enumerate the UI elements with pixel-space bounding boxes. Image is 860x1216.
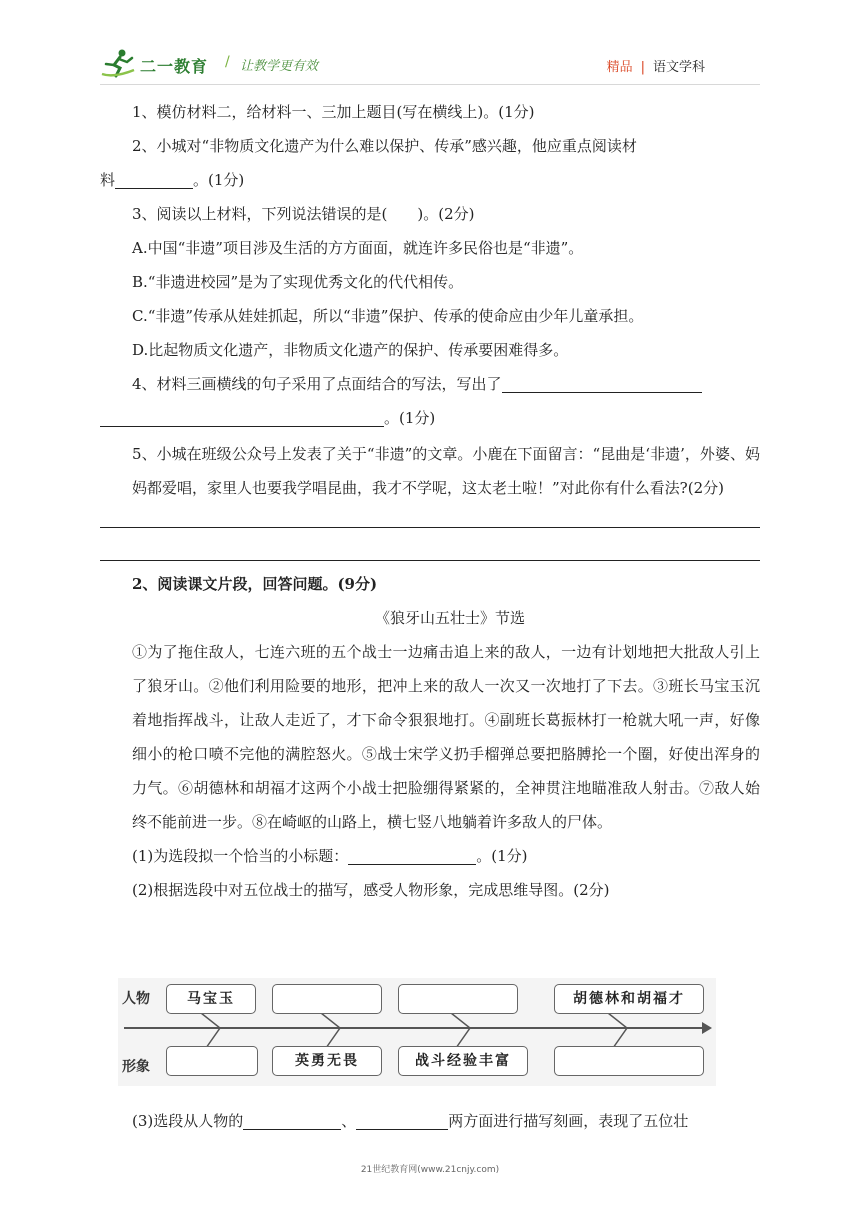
option-b: B.“非遗进校园”是为了实现优秀文化的代代相传。 <box>132 273 464 291</box>
trait-box-4[interactable] <box>554 1046 704 1076</box>
page-header <box>100 44 760 84</box>
document-body <box>100 95 760 907</box>
option-c: C.“非遗”传承从娃娃抓起，所以“非遗”保护、传承的使命应由少年儿童承担。 <box>132 307 644 325</box>
sub-question-1-text: (1)为选段拟一个恰当的小标题： <box>132 847 349 865</box>
runner-logo-icon <box>100 48 136 78</box>
sub-question-2: (2)根据选段中对五位战士的描写，感受人物形象，完成思维导图。(2分) <box>132 881 610 899</box>
sub-question-1-suffix: 。(1分) <box>476 847 528 865</box>
question-2-suffix: 。(1分) <box>193 171 245 189</box>
person-box-4: 胡德林和胡福才 <box>554 984 704 1014</box>
row-label-traits: 形象 <box>122 1059 150 1075</box>
logo-text: 二一教育 <box>140 57 209 76</box>
trait-box-1[interactable] <box>166 1046 258 1076</box>
question-1: 1、模仿材料二，给材料一、三加上题目(写在横线上)。(1分) <box>132 103 535 121</box>
sub-question-3-suffix: 两方面进行描写刻画，表现了五位壮 <box>448 1112 689 1130</box>
question-4-suffix: 。(1分) <box>384 409 436 427</box>
person-box-2[interactable] <box>272 984 382 1014</box>
answer-blank[interactable] <box>502 374 702 393</box>
question-2-prefix: 料 <box>100 171 116 189</box>
page-footer: 21世纪教育网(www.21cnjy.com) <box>360 1165 500 1175</box>
sub-question-1 <box>100 839 760 873</box>
option-d: D.比起物质文化遗产，非物质文化遗产的保护、传承要困难得多。 <box>132 341 569 359</box>
passage-title: 《狼牙山五壮士》节选 <box>374 609 525 627</box>
header-slash: / <box>225 54 230 70</box>
trait-box-2: 英勇无畏 <box>272 1046 382 1076</box>
quality-tag: 精品 <box>606 60 633 75</box>
question-2-line1: 2、小城对“非物质文化遗产为什么难以保护、传承”感兴趣，他应重点阅读材 <box>132 137 637 155</box>
header-separator: | <box>640 60 645 75</box>
question-3: 3、阅读以上材料，下列说法错误的是( )。(2分) <box>132 205 475 223</box>
passage-text: ①为了拖住敌人，七连六班的五个战士一边痛击追上来的敌人，一边有计划地把大批敌人引上了狼牙山。②他们利用险要的地形，把冲上来的敌人一次又一次地打了下去。③班长马宝玉沉着地指挥战斗，让敌人走近了，才下命令狠狠地打。④副班长葛振林打一枪就大吼一声，好像细小的枪口喷不完他的满腔怒火。⑤战士宋学义扔手榴弹总要把胳膊抡一个圈，好使出浑身的力气。⑥胡德林和胡福才这两个小战士把脸绷得紧紧的，全神贯注地瞄准敌人射击。⑦敌人始终不能前进一步。⑧在崎岖的山路上，横七竖八地躺着许多敌人的尸体。 <box>132 643 760 831</box>
question-4-text: 4、材料三画横线的句子采用了点面结合的写法，写出了 <box>132 375 502 393</box>
question-2-line2 <box>100 163 760 197</box>
person-box-3[interactable] <box>398 984 518 1014</box>
sub-question-3-text: (3)选段从人物的 <box>132 1112 244 1130</box>
person-box-1: 马宝玉 <box>166 984 256 1014</box>
mind-map-diagram <box>118 978 716 1086</box>
answer-blank[interactable] <box>100 408 384 427</box>
header-slogan: 让教学更有效 <box>240 59 319 74</box>
row-label-people: 人物 <box>122 991 150 1007</box>
question-5: 5、小城在班级公众号上发表了关于“非遗”的文章。小鹿在下面留言：“昆曲是‘非遗’，外婆、妈妈都爱唱，家里人也要我学唱昆曲，我才不学呢，这太老土啦！”对此你有什么看法?(2分) <box>132 445 760 497</box>
answer-blank[interactable] <box>115 170 193 189</box>
sub-question-3-mid: 、 <box>341 1112 357 1130</box>
option-a: A.中国“非遗”项目涉及生活的方方面面，就连许多民俗也是“非遗”。 <box>132 239 584 257</box>
sub-question-3 <box>132 1104 688 1138</box>
question-4-line2 <box>100 401 760 435</box>
subject-label: 语文学科 <box>652 60 705 75</box>
answer-blank[interactable] <box>243 1111 341 1130</box>
header-subject <box>607 56 705 75</box>
answer-blank[interactable] <box>348 846 476 865</box>
header-divider <box>100 84 760 85</box>
answer-blank[interactable] <box>356 1111 448 1130</box>
section-2-heading: 2、阅读课文片段，回答问题。(9分) <box>132 575 378 593</box>
trait-box-3: 战斗经验丰富 <box>398 1046 528 1076</box>
question-4-line1 <box>100 367 760 401</box>
